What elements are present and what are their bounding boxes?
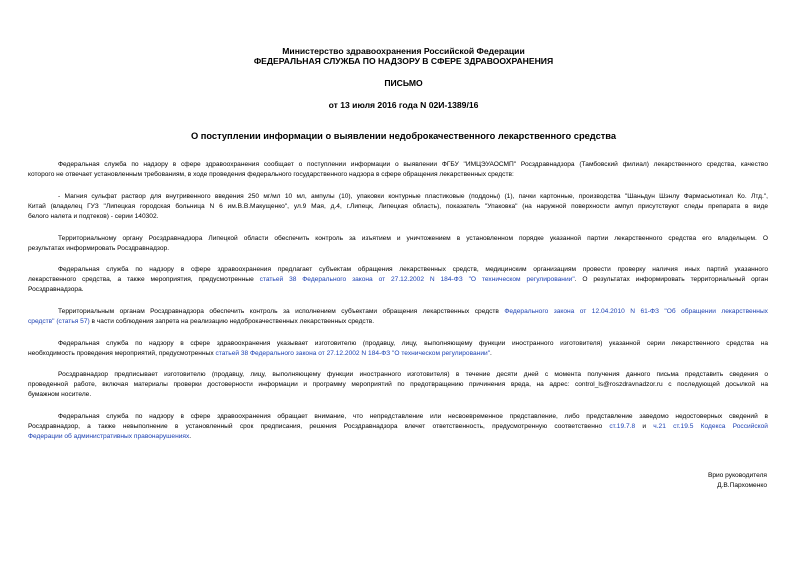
signature-position: Врио руководителя bbox=[707, 472, 767, 479]
text-line: Федеральная служба по надзору в сфере здравоохранения предлагает субъектам обращения лекарственных средств, медицинским организациям провести проверку наличия иных партий указанного bbox=[58, 266, 768, 273]
article-19-5-part-21-link[interactable]: ч.21 ст.19.5 bbox=[653, 423, 694, 430]
law-184-article-38-link[interactable]: статьей 38 Федерального закона от 27.12.2002 N 184-ФЗ "О техническом регулировании" bbox=[215, 350, 491, 357]
text-line: Федеральная служба по надзору в сфере здравоохранения сообщает о поступлении информации о выявлении ФГБУ "ИМЦЭУАОСМП" Росздравнадзора (Тамбовский филиал) лекарственного средства, качество bbox=[58, 161, 768, 168]
law-184-article-38-link[interactable]: статьей 38 Федерального закона от 27.12.2002 N 184-ФЗ "О техническом регулировании" bbox=[259, 276, 575, 283]
text-line: белого налета и подтеков) - серии 140302. bbox=[28, 213, 159, 220]
paragraph-2 bbox=[28, 192, 768, 222]
signature-name: Д.В.Пархоменко bbox=[717, 482, 767, 489]
ministry-name: Министерство здравоохранения Российской Федерации bbox=[282, 46, 525, 56]
text-line: средств" (статья 57) в части соблюдения запрета на реализацию недоброкачественных лекарственных средств. bbox=[28, 318, 375, 325]
service-name: ФЕДЕРАЛЬНАЯ СЛУЖБА ПО НАДЗОРУ В СФЕРЕ ЗДРАВООХРАНЕНИЯ bbox=[253, 56, 554, 66]
paragraph-7 bbox=[28, 370, 768, 400]
text-line: Федеральная служба по надзору в сфере здравоохранения обращает внимание, что непредставление или несвоевременное представление, либо представление заведомо недостоверных сведений в bbox=[58, 413, 768, 420]
text-line: лекарственного средства, а также мероприятия, предусмотренные статьей 38 Федерального закона от 27.12.2002 N 184-ФЗ "О техническом регулировании". О результатах информировать территориальный орган bbox=[28, 276, 768, 283]
law-61-link[interactable]: Федерального закона от 12.04.2010 N 61-ФЗ "Об обращении лекарственных bbox=[504, 308, 768, 315]
text-line: результатах информировать Росздравнадзор. bbox=[28, 245, 170, 252]
text-line: бумажном носителе. bbox=[28, 391, 92, 398]
administrative-code-link[interactable]: Кодекса Российской bbox=[700, 423, 768, 430]
administrative-code-link-continued[interactable]: Федерации об административных правонарушениях bbox=[28, 433, 190, 440]
text-line: которого не отвечает установленным требованиям, в ходе проведения федерального государственного надзора в сфере обращения лекарственных средств: bbox=[28, 171, 514, 178]
text-line: Территориальным органам Росздравнадзора обеспечить контроль за исполнением субъектами обращения лекарственных средств Федерального закона от 12.04.2010 N 61-ФЗ "Об обращении лекарственных bbox=[58, 308, 768, 315]
text-line: - Магния сульфат раствор для внутривенного введения 250 мг/мл 10 мл, ампулы (10), упаковки контурные пластиковые (поддоны) (1), пачки картонные, производства "Шаньдун Шэнлу Фармасьютикал Ко. Лтд.", bbox=[58, 193, 768, 200]
paragraph-5 bbox=[28, 307, 768, 327]
paragraph-1 bbox=[28, 160, 768, 180]
paragraph-3 bbox=[28, 234, 768, 254]
document-date: от 13 июля 2016 года N 02И-1389/16 bbox=[328, 100, 479, 110]
text-line: Росздравнадзор, а также невыполнение в установленный срок предписания, решения Росздравнадзора влечет ответственность, предусмотренную соответственно ст.19.7.8 и ч.21 ст.19.5 Кодекса Российской bbox=[28, 423, 768, 430]
document-type: ПИСЬМО bbox=[384, 78, 423, 88]
text-line: Федерации об административных правонарушениях. bbox=[28, 433, 192, 440]
article-19-7-8-link[interactable]: ст.19.7.8 bbox=[609, 423, 636, 430]
text-line: необходимость проведения мероприятий, предусмотренных статьей 38 Федерального закона от 27.12.2002 N 184-ФЗ "О техническом регулировании". bbox=[28, 350, 492, 357]
text-line: Росздравнадзор предписывает изготовителю (продавцу, лицу, выполняющему функции иностранного изготовителя) в течение десяти дней с момента получения данного письма представить сведения о bbox=[58, 371, 768, 378]
paragraph-8 bbox=[28, 412, 768, 442]
paragraph-6 bbox=[28, 339, 768, 359]
text-line: Китай (владелец ГУЗ "Липецкая городская больница N 6 им.В.В.Макущенко", ул.9 Мая, д.4, г.Липецк, Липецкая область), показатель "Упаковка" (на наружной поверхности ампул присутствуют следы препарата в виде bbox=[28, 203, 768, 210]
text-line: Федеральная служба по надзору в сфере здравоохранения указывает изготовителю (продавцу, лицу, выполняющему функции иностранного изготовителя) указанной серии лекарственного средства на bbox=[58, 340, 768, 347]
article-57-link[interactable]: (статья 57) bbox=[56, 318, 90, 325]
text-line: Росздравнадзора. bbox=[28, 286, 84, 293]
text-line: проведенной работе, включая материалы проверки достоверности информации и программу мероприятий по предотвращению причинения вреда, на адрес: control_ls@roszdravnadzor.ru с последующей досылкой на bbox=[28, 381, 768, 388]
document-title: О поступлении информации о выявлении недоброкачественного лекарственного средства bbox=[190, 131, 617, 141]
text-line: Территориальному органу Росздравнадзора Липецкой области обеспечить контроль за изъятием и уничтожением в установленном порядке указанной партии лекарственного средства его владельцем. О bbox=[58, 235, 768, 242]
paragraph-4 bbox=[28, 265, 768, 295]
law-61-link-continued[interactable]: средств" bbox=[28, 318, 55, 325]
